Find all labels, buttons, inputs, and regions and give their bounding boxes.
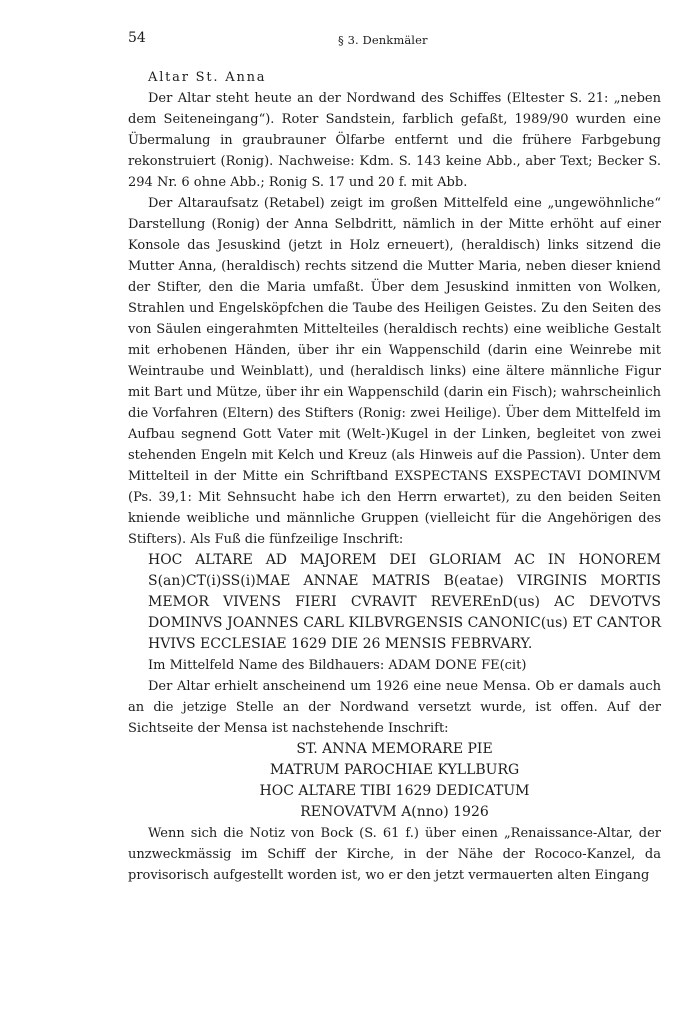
paragraph-location: Der Altar steht heute an der Nordwand des Schiffes (Eltester S. 21: „neben dem Seiteneingang“). Roter Sandstein, farblich gefaßt, 1989/90 wurden eine Übermalung in graubrauner Ölfarbe entfernt und die frühere Farbgebung rekonstruiert (Ronig). Nachweise: Kdm. S. 143 keine Abb., aber Text; Becker S. 294 Nr. 6 ohne Abb.; Ronig S. 17 und 20 f. mit Abb. bbox=[128, 91, 661, 190]
section-title: Altar St. Anna bbox=[148, 70, 267, 85]
mensa-inscription bbox=[128, 739, 661, 823]
body-text bbox=[128, 67, 661, 886]
page-number: 54 bbox=[128, 30, 146, 46]
mensa-inscription-line: HOC ALTARE TIBI 1629 DEDICATUM bbox=[259, 783, 530, 799]
mensa-inscription-line: ST. ANNA MEMORARE PIE bbox=[296, 741, 493, 757]
paragraph-retable: Der Altaraufsatz (Retabel) zeigt im großen Mittelfeld eine „ungewöhnliche“ Darstellung (Ronig) der Anna Selbdritt, nämlich in der Mitte erhöht auf einer Konsole das Jesuskind (jetzt in Holz erneuert), (heraldisch) links sitzend die Mutter Anna, (heraldisch) rechts sitzend die Mutter Maria, neben dieser kniend der Stifter, den die Maria umfaßt. Über dem Jesuskind inmitten von Wolken, Strahlen und Engelsköpfchen die Taube des Heiligen Geistes. Zu den Seiten des von Säulen eingerahmten Mittelteiles (heraldisch rechts) eine weibliche Gestalt mit erhobenen Händen, über ihr ein Wappenschild (darin eine Weinrebe mit Weintraube und Weinblatt), und (heraldisch links) eine ältere männliche Figur mit Bart und Mütze, über ihr ein Wappenschild (darin ein Fisch); wahrscheinlich die Vorfahren (Eltern) des Stifters (Ronig: zwei Heilige). Über dem Mittelfeld im Aufbau segnend Gott Vater mit (Welt-)Kugel in der Linken, begleitet von zwei stehenden Engeln mit Kelch und Kreuz (als Hinweis auf die Passion). Unter dem Mittelteil in der Mitte ein Schriftband EXSPECTANS EXSPECTAVI DOMINVM (Ps. 39,1: Mit Sehnsucht habe ich den Herrn erwartet), zu den beiden Seiten kniende weibliche und männliche Gruppen (vielleicht für die Angehörigen des Stifters). Als Fuß die fünfzeilige Inschrift: bbox=[128, 196, 661, 547]
paragraph-mensa: Der Altar erhielt anscheinend um 1926 eine neue Mensa. Ob er damals auch an die jetzige Stelle an der Nordwand versetzt wurde, ist offen. Auf der Sichtseite der Mensa ist nachstehende Inschrift: bbox=[128, 679, 661, 736]
mensa-inscription-line: RENOVATVM A(nno) 1926 bbox=[300, 804, 489, 820]
paragraph-bock: Wenn sich die Notiz von Bock (S. 61 f.) über einen „Renaissance-Altar, der unzweckmässig im Schiff der Kirche, in der Nähe der Rococo-Kanzel, da provisorisch aufgestellt worden ist, wo er den jetzt vermauerten alten Eingang bbox=[128, 826, 661, 883]
mensa-inscription-line: MATRUM PAROCHIAE KYLLBURG bbox=[269, 762, 520, 778]
altar-inscription: HOC ALTARE AD MAJOREM DEI GLORIAM AC IN HONOREM S(an)CT(i)SS(i)MAE ANNAE MATRIS B(eatae) VIRGINIS MORTIS MEMOR VIVENS FIERI CVRAVIT REVEREnD(us) AC DEVOTVS DOMINVS JOANNES CARL KILBVRGENSIS CANONIC(us) ET CANTOR HVIVS ECCLESIAE 1629 DIE 26 MENSIS FEBRVARY. bbox=[148, 552, 661, 652]
sculptor-note: Im Mittelfeld Name des Bildhauers: ADAM DONE FE(cit) bbox=[148, 658, 527, 673]
page-header bbox=[128, 30, 660, 50]
running-head: § 3. Denkmäler bbox=[338, 33, 428, 47]
